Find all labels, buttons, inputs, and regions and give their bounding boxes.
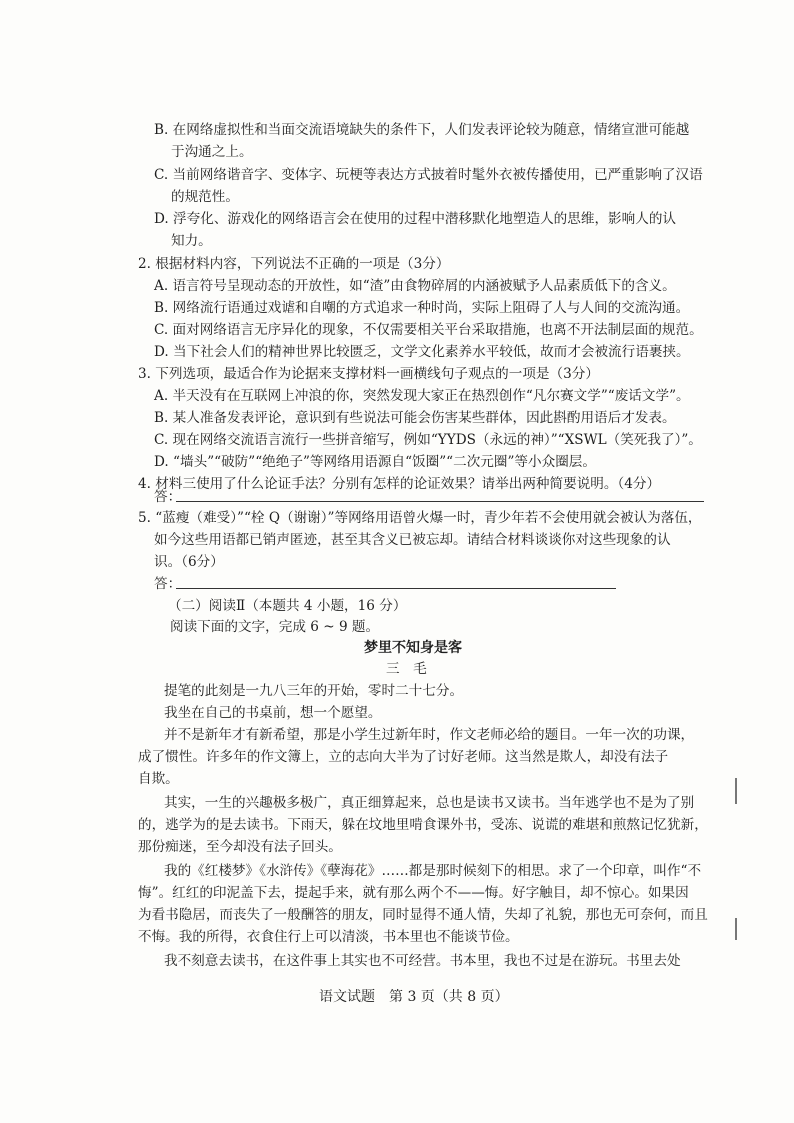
essay-line: 并不是新年才有新希望，那是小学生过新年时，作文老师必给的题目。一年一次的功课， — [164, 727, 695, 743]
page-footer: 语文试题 第 3 页（共 8 页） — [319, 989, 509, 1005]
question-3-option-b: B. 某人准备发表评论，意识到有些说法可能会伤害某些群体，因此斟酌用语后才发表。 — [154, 410, 676, 426]
question-3-option-a: A. 半天没有在互联网上冲浪的你，突然发现大家正在热烈创作“凡尔赛文学”“废话文学”。 — [154, 388, 690, 404]
essay-author: 三 毛 — [386, 661, 427, 677]
option-b-line2: 于沟通之上。 — [171, 144, 253, 160]
question-2-option-b: B. 网络流行语通过戏谑和自嘲的方式追求一种时尚，实际上阻碍了人与人间的交流沟通。 — [154, 300, 690, 316]
section-heading: （二）阅读Ⅱ（本题共 4 小题，16 分） — [168, 598, 407, 614]
essay-line: 自欺。 — [138, 771, 179, 787]
option-c-line1: C. 当前网络谐音字、变体字、玩梗等表达方式披着时髦外衣被传播使用，已严重影响了汉语 — [154, 167, 703, 183]
essay-title: 梦里不知身是客 — [364, 640, 462, 656]
question-2-option-d: D. 当下社会人们的精神世界比较匮乏，文学文化素养水平较低，故而才会被流行语裹挟。 — [154, 344, 690, 360]
question-3-option-c: C. 现在网络交流语言流行一些拼音缩写，例如“YYDS（永远的神）”“XSWL（笑死我了）”。 — [154, 432, 702, 448]
option-c-line2: 的规范性。 — [171, 189, 239, 205]
essay-line: 我的《红楼梦》《水浒传》《孽海花》……都是那时候刻下的相思。求了一个印章，叫作“不 — [164, 863, 702, 879]
question-4-answer-label: 答： — [154, 489, 182, 505]
question-4-answer-line[interactable] — [176, 501, 704, 502]
essay-line: 悔”。红红的印泥盖下去，提起手来，就有那么两个不——悔。好字触目，却不惊心。如果因 — [138, 885, 689, 901]
section-instruction: 阅读下面的文字，完成 6 ~ 9 题。 — [170, 619, 380, 635]
question-3-stem: 3. 下列选项，最适合作为论据来支撑材料一画横线句子观点的一项是（3分） — [138, 366, 599, 382]
essay-line: 我坐在自己的书桌前，想一个愿望。 — [164, 705, 382, 721]
question-2-stem: 2. 根据材料内容，下列说法不正确的一项是（3分） — [138, 256, 450, 272]
margin-scan-mark — [735, 918, 737, 940]
question-5-line2: 如今这些用语都已销声匿迹，甚至其含义已被忘却。请结合材料谈谈你对这些现象的认 — [154, 532, 671, 548]
essay-line: 不悔。我的所得，衣食住行上可以清淡，书本里也不能谈节俭。 — [138, 929, 519, 945]
essay-line: 为看书隐居，而丧失了一般酬答的朋友，同时显得不通人情，失却了礼貌，那也无可奈何，而且 — [138, 907, 708, 923]
question-5-line1: 5. “蓝瘦（难受）”“栓 Q（谢谢）”等网络用语曾火爆一时，青少年若不会使用就会被认为落伍， — [138, 510, 702, 526]
question-3-option-d: D. “墙头”“破防”“绝绝子”等网络用语源自“饭圈”“二次元圈”等小众圈层。 — [154, 454, 596, 470]
question-5-answer-label: 答： — [154, 576, 182, 592]
essay-line: 其实，一生的兴趣极多极广，真正细算起来，总也是读书又读书。当年逃学也不是为了别 — [164, 795, 695, 811]
essay-line: 那份痴迷，至今却没有法子回头。 — [138, 839, 342, 855]
question-2-option-c: C. 面对网络语言无序异化的现象，不仅需要相关平台采取措施，也离不开法制层面的规范。 — [154, 322, 703, 338]
essay-line: 成了惯性。许多年的作文簿上，立的志向大半为了讨好老师。这当然是欺人，却没有法子 — [138, 749, 669, 765]
question-5-line3: 识。（6分） — [154, 554, 224, 570]
essay-line: 提笔的此刻是一九八三年的开始，零时二十七分。 — [164, 683, 464, 699]
margin-scan-mark — [735, 778, 737, 804]
option-d-line1: D. 浮夸化、游戏化的网络语言会在使用的过程中潜移默化地塑造人的思维，影响人的认 — [154, 211, 677, 227]
question-4-stem: 4. 材料三使用了什么论证手法？分别有怎样的论证效果？请举出两种简要说明。（4分） — [138, 476, 661, 492]
question-5-answer-line[interactable] — [176, 588, 616, 589]
essay-line: 的，逃学为的是去读书。下雨天，躲在坟地里啃食课外书，受冻、说谎的难堪和煎熬记忆犹新， — [138, 817, 708, 833]
option-b-line1: B. 在网络虚拟性和当面交流语境缺失的条件下，人们发表评论较为随意，情绪宣泄可能越 — [154, 122, 690, 138]
question-2-option-a: A. 语言符号呈现动态的开放性，如“渣”由食物碎屑的内涵被赋予人品素质低下的含义。 — [154, 278, 676, 294]
essay-line: 我不刻意去读书，在这件事上其实也不可经营。书本里，我也不过是在游玩。书里去处 — [164, 953, 681, 969]
option-d-line2: 知力。 — [171, 233, 212, 249]
